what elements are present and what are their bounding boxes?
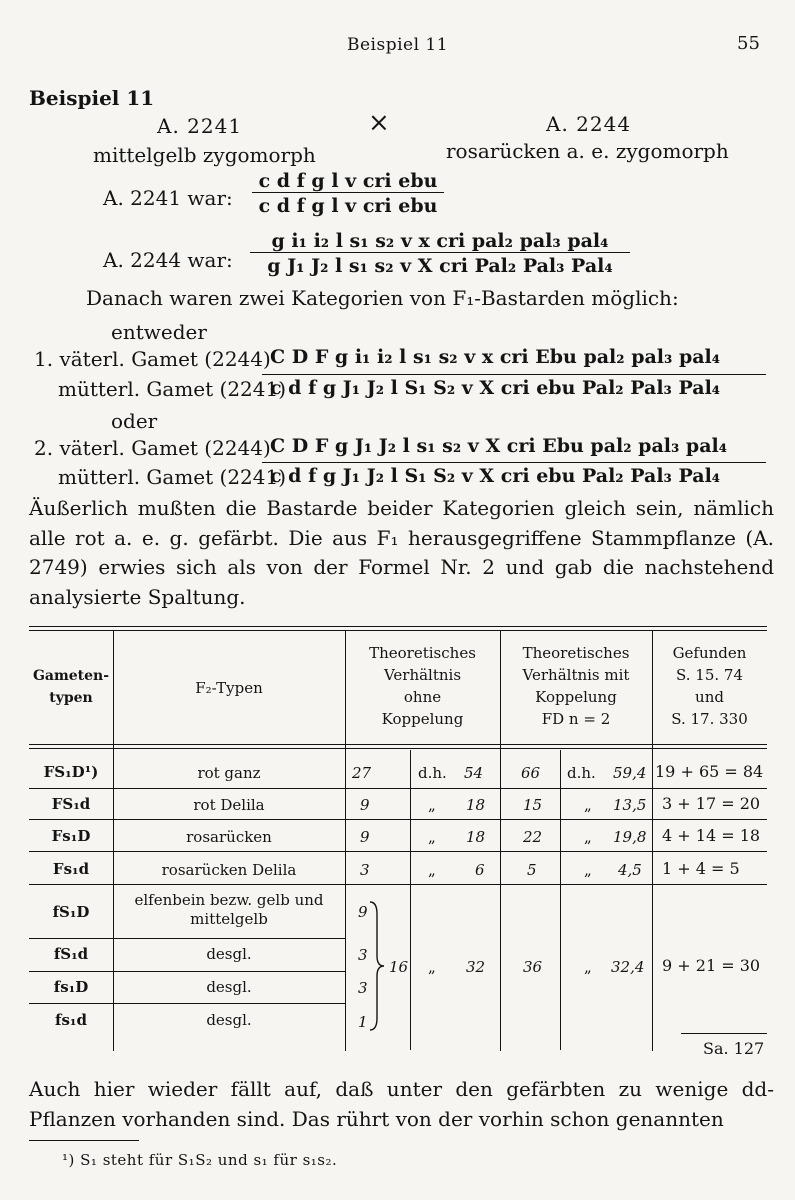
footnote: ¹) S₁ steht für S₁S₂ und s₁ für s₁s₂. — [62, 1151, 338, 1169]
sum-rule — [681, 1033, 767, 1034]
row-t1-dh: d.h. — [418, 764, 447, 782]
cat2-paternal-formula: C D F g J₁ J₂ l s₁ s₂ v X cri Ebu pal₂ pal₃ pal₄ — [270, 435, 728, 457]
row-type: desgl. — [206, 1011, 252, 1029]
row-t2-dh: d.h. — [567, 764, 596, 782]
cat2-maternal-label: mütterl. Gamet (2241) — [58, 465, 287, 489]
row-t2: 15 — [523, 796, 543, 814]
row-rule — [29, 788, 767, 789]
formula-2244 — [250, 230, 630, 277]
row-rule — [29, 851, 767, 852]
table-sum: Sa. 127 — [703, 1039, 765, 1058]
footnote-rule — [29, 1140, 139, 1141]
group-t2: 36 — [523, 958, 543, 976]
cat1-paternal-label: 1. väterl. Gamet (2244) — [34, 347, 271, 371]
formula-2244-top: g i₁ i₂ l s₁ s₂ v x cri pal₂ pal₃ pal₄ — [271, 230, 609, 252]
formula-2241-bottom: c d f g l v cri ebu — [252, 192, 444, 217]
row-t2-val: 13,5 — [613, 796, 647, 814]
oder: oder — [111, 409, 158, 433]
row-rule — [29, 1003, 345, 1004]
row-t1-val: 54 — [464, 764, 484, 782]
group-found: 9 + 21 = 30 — [662, 956, 761, 975]
row-rule — [29, 819, 767, 820]
formula-2241 — [252, 170, 444, 217]
col-sub-1 — [410, 750, 411, 1050]
hdr-theoretisch-ohne: Theoretisches Verhältnis ohne Koppelung — [369, 644, 476, 728]
row-t1-dh: „ — [428, 861, 436, 879]
row-t1: 27 — [352, 764, 372, 782]
table-head-rule-2 — [29, 748, 767, 749]
row-gamete: Fs₁d — [52, 860, 90, 878]
row-gamete: Fs₁D — [51, 827, 91, 845]
table-head-rule — [29, 744, 767, 745]
paragraph-1 — [29, 494, 774, 612]
row-t1-dh: „ — [428, 828, 436, 846]
row-t1: 9 — [358, 903, 368, 921]
row-type: desgl. — [206, 978, 252, 996]
row-rule — [29, 884, 767, 885]
formula-2244-bottom: g J₁ J₂ l s₁ s₂ v X cri Pal₂ Pal₃ Pal₄ — [250, 252, 630, 277]
cat2-maternal-formula: c d f g J₁ J₂ l S₁ S₂ v X cri ebu Pal₂ Pal₃ Pal₄ — [270, 465, 721, 487]
row-t1-val: 6 — [475, 861, 485, 879]
row-t1: 9 — [360, 796, 370, 814]
row-type: rosarücken Delila — [161, 861, 297, 879]
row-found: 19 + 65 = 84 — [655, 762, 764, 781]
formula-2241-label: A. 2241 war: — [103, 186, 233, 210]
row-t1: 3 — [358, 979, 368, 997]
row-gamete: FS₁d — [51, 795, 91, 813]
cat2-paternal-label: 2. väterl. Gamet (2244) — [34, 436, 271, 460]
row-gamete: fs₁d — [55, 1011, 87, 1029]
paragraph-1-text: Äußerlich mußten die Bastarde beider Kategorien gleich sein, nämlich alle rot a. e. g. gefärbt. Die aus F₁ herausgegriffene Stammpflanze (A. 2749) erwies sich als von der Formel Nr. 2 und gab die nachstehend analysierte Spaltung. — [29, 496, 774, 609]
cat1-fraction-line — [262, 374, 766, 375]
row-t2: 66 — [521, 764, 541, 782]
row-rule — [29, 938, 345, 939]
row-type: elfenbein bezw. gelb und mittelgelb — [134, 891, 324, 928]
group-t1-val: 32 — [466, 958, 486, 976]
hdr-gefunden: Gefunden S. 15. 74 und S. 17. 330 — [671, 644, 748, 728]
row-gamete: fS₁D — [52, 903, 90, 921]
row-t2-val: 59,4 — [613, 764, 647, 782]
cross-right-id: A. 2244 — [546, 112, 632, 136]
hdr-gameten: Gameten- typen — [32, 668, 110, 706]
cross-left-id: A. 2241 — [157, 114, 243, 138]
row-type: rot Delila — [193, 796, 265, 814]
formula-2241-top: c d f g l v cri ebu — [258, 170, 438, 192]
row-gamete: FS₁D¹) — [43, 763, 99, 781]
row-t1-dh: „ — [428, 796, 436, 814]
row-t1: 9 — [360, 828, 370, 846]
cat1-maternal-label: mütterl. Gamet (2241) — [58, 377, 287, 401]
col-sub-2 — [560, 750, 561, 1050]
row-t2-dh: „ — [584, 828, 592, 846]
row-found: 4 + 14 = 18 — [662, 826, 761, 845]
group-t1-dh: „ — [428, 958, 436, 976]
cat1-paternal-formula: C D F g i₁ i₂ l s₁ s₂ v x cri Ebu pal₂ pal₃ pal₄ — [270, 346, 721, 368]
intro-text: Danach waren zwei Kategorien von F₁-Bastarden möglich: — [86, 286, 679, 310]
cat2-fraction-line — [262, 462, 766, 463]
paragraph-2 — [29, 1075, 774, 1134]
row-t1: 1 — [358, 1013, 368, 1031]
page-number: 55 — [737, 33, 760, 54]
group-t1-sum: 16 — [389, 958, 409, 976]
formula-2244-label: A. 2244 war: — [103, 248, 233, 272]
group-brace-icon — [367, 900, 389, 1032]
hdr-theoretisch-mit: Theoretisches Verhältnis mit Koppelung FD n = 2 — [522, 644, 630, 728]
row-t2-val: 19,8 — [613, 828, 647, 846]
cross-left-desc: mittelgelb zygomorph — [93, 143, 316, 167]
row-rule — [29, 971, 345, 972]
cross-symbol: × — [368, 108, 390, 138]
group-t2-val: 32,4 — [611, 958, 645, 976]
row-t2: 22 — [523, 828, 543, 846]
row-t2: 5 — [527, 861, 537, 879]
entweder: entweder — [111, 320, 207, 344]
row-t1: 3 — [358, 946, 368, 964]
row-gamete: fs₁D — [53, 978, 89, 996]
paragraph-2-text: Auch hier wieder fällt auf, daß unter den gefärbten zu wenige dd-Pflanzen vorhanden sind. Das rührt von der vorhin schon genannten — [29, 1077, 774, 1131]
cat1-maternal-formula: c d f g J₁ J₂ l S₁ S₂ v X cri ebu Pal₂ Pal₃ Pal₄ — [270, 377, 721, 399]
row-t2-val: 4,5 — [618, 861, 642, 879]
hdr-f2-typen: F₂-Typen — [195, 679, 263, 697]
cross-right-desc: rosarücken a. e. zygomorph — [446, 139, 729, 163]
row-gamete: fS₁d — [53, 945, 89, 963]
row-t2-dh: „ — [584, 796, 592, 814]
row-t2-dh: „ — [584, 861, 592, 879]
table-top-rule-2 — [29, 630, 767, 631]
row-t1-val: 18 — [466, 828, 486, 846]
row-type: desgl. — [206, 945, 252, 963]
running-title: Beispiel 11 — [347, 35, 449, 55]
row-found: 1 + 4 = 5 — [662, 859, 740, 878]
table-top-rule — [29, 626, 767, 627]
row-t1: 3 — [360, 861, 370, 879]
row-type: rosarücken — [186, 828, 272, 846]
section-title: Beispiel 11 — [29, 86, 155, 110]
row-t1-val: 18 — [466, 796, 486, 814]
group-t2-dh: „ — [584, 958, 592, 976]
row-found: 3 + 17 = 20 — [662, 794, 761, 813]
row-type: rot ganz — [197, 764, 261, 782]
